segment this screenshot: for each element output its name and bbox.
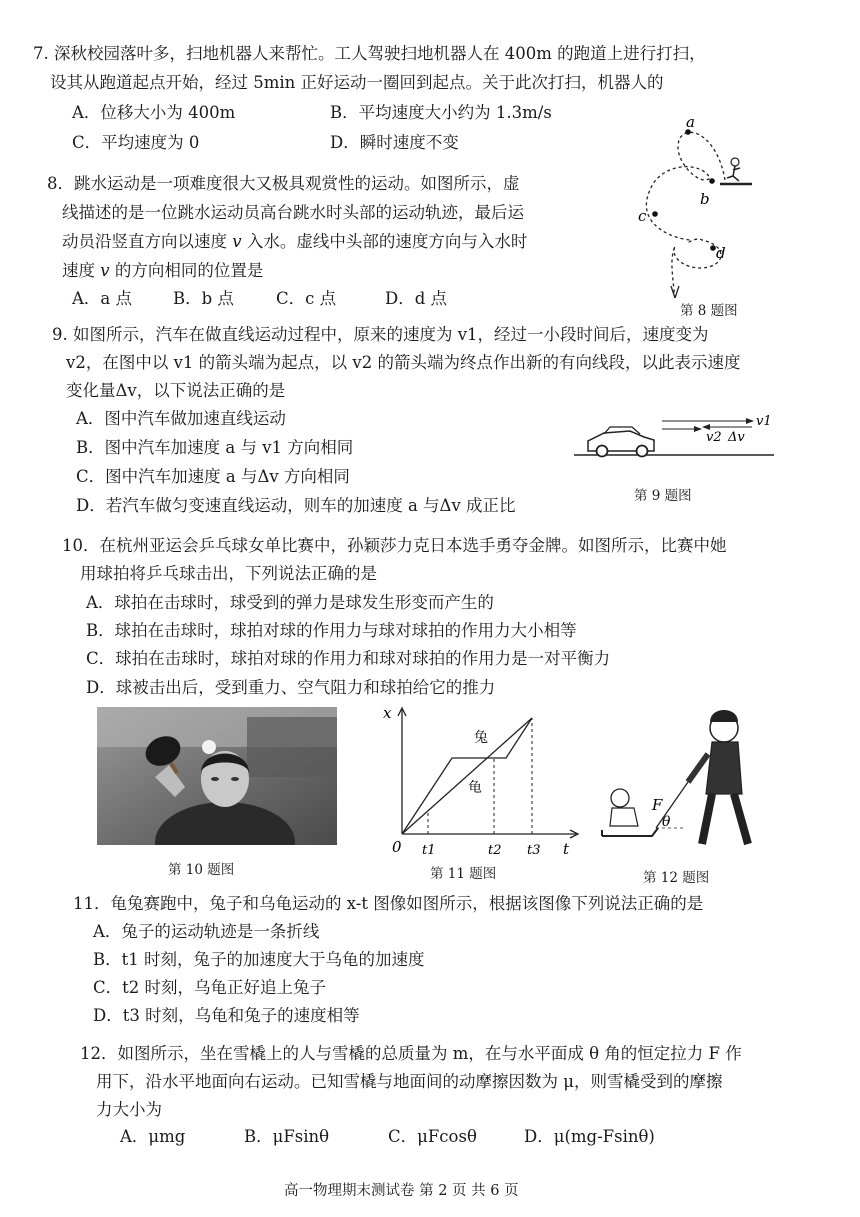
q11-xt-graph	[380, 700, 590, 860]
q11-rabbit-label: 兔	[474, 730, 488, 746]
q9-option-d: D．若汽车做匀变速直线运动，则车的加速度 a 与Δv 成正比	[76, 496, 516, 515]
q10-option-d: D．球被击出后，受到重力、空气阻力和球拍给它的推力	[86, 678, 496, 697]
q9-option-b: B．图中汽车加速度 a 与 v1 方向相同	[76, 438, 354, 457]
q8-figure-caption: 第 8 题图	[680, 303, 738, 319]
q11-tick-t1: t1	[422, 843, 436, 858]
q9-option-c: C．图中汽车加速度 a 与Δv 方向相同	[76, 467, 350, 486]
q11-tick-t2: t2	[488, 843, 502, 858]
q11-origin-label: 0	[392, 838, 402, 856]
q9-figure-caption: 第 9 题图	[634, 488, 692, 504]
q11-option-a: A．兔子的运动轨迹是一条折线	[93, 922, 320, 941]
q9-stem-line1: 9. 如图所示，汽车在做直线运动过程中，原来的速度为 v1，经过一小段时间后，速度变为	[52, 325, 709, 344]
q8-label-b: b	[700, 190, 710, 208]
q11-turtle-label: 龟	[468, 780, 482, 796]
q11-option-c: C．t2 时刻，乌龟正好追上兔子	[93, 978, 326, 997]
q11-turtle-line	[402, 718, 532, 834]
q12-option-c: C．μFcosθ	[388, 1127, 477, 1146]
q11-figure-caption: 第 11 题图	[430, 866, 497, 882]
q8-diver-trajectory-figure	[630, 118, 770, 298]
q12-label-theta: θ	[662, 814, 671, 830]
q7-option-b: B．平均速度大小约为 1.3m/s	[330, 103, 552, 122]
q9-stem-line2: v2，在图中以 v1 的箭头端为起点，以 v2 的箭头端为终点作出新的有向线段，以此表示速度	[66, 353, 741, 372]
q12-option-b: B．μFsinθ	[244, 1127, 330, 1146]
q12-stem-line1: 12．如图所示，坐在雪橇上的人与雪橇的总质量为 m，在与水平面成 θ 角的恒定拉力 F 作	[80, 1044, 742, 1063]
q9-stem-line3: 变化量Δv，以下说法正确的是	[66, 381, 286, 400]
q12-figure-caption: 第 12 题图	[643, 870, 710, 886]
q9-option-a: A．图中汽车做加速直线运动	[76, 409, 286, 428]
q8-stem-line2: 线描述的是一位跳水运动员高台跳水时头部的运动轨迹，最后运	[62, 203, 524, 222]
q9-label-v1: v1	[756, 414, 772, 429]
q9-label-v2: v2	[706, 430, 722, 445]
q8-option-b: B．b 点	[173, 289, 234, 308]
q11-option-d: D．t3 时刻，乌龟和兔子的速度相等	[93, 1006, 360, 1025]
q8-stem-line4: 速度 v 的方向相同的位置是	[62, 261, 264, 280]
q8-stem-line1: 8．跳水运动是一项难度很大又极具观赏性的运动。如图所示，虚	[47, 174, 520, 193]
q8-label-d: d	[716, 244, 726, 262]
q12-sled-figure	[596, 704, 776, 854]
q11-option-b: B．t1 时刻，兔子的加速度大于乌龟的加速度	[93, 950, 425, 969]
q11-axis-x-label: x	[383, 704, 392, 722]
q11-tick-t3: t3	[527, 843, 541, 858]
q12-label-F: F	[652, 796, 663, 814]
q10-figure-caption: 第 10 题图	[168, 862, 235, 878]
q7-stem-line1: 7. 深秋校园落叶多，扫地机器人来帮忙。工人驾驶扫地机器人在 400m 的跑道上进行打扫，	[33, 44, 706, 63]
q8-stem-line3: 动员沿竖直方向以速度 v 入水。虚线中头部的速度方向与入水时	[62, 232, 528, 251]
q10-option-c: C．球拍在击球时，球拍对球的作用力和球对球拍的作用力是一对平衡力	[86, 649, 611, 668]
q10-stem-line1: 10．在杭州亚运会乒乓球女单比赛中，孙颖莎力克日本选手勇夺金牌。如图所示，比赛中她	[62, 536, 727, 555]
q7-option-a: A．位移大小为 400m	[72, 103, 236, 122]
q10-table-tennis-photo	[97, 707, 337, 845]
q9-label-dv: Δv	[728, 430, 745, 445]
q8-option-d: D．d 点	[385, 289, 448, 308]
page-footer: 高一物理期末测试卷 第 2 页 共 6 页	[284, 1183, 519, 1199]
q8-option-c: C．c 点	[276, 289, 337, 308]
q12-option-d: D．μ(mg-Fsinθ)	[524, 1127, 655, 1146]
q11-axis-t-label: t	[563, 840, 570, 858]
q12-stem-line3: 力大小为	[96, 1100, 162, 1119]
q10-option-b: B．球拍在击球时，球拍对球的作用力与球对球拍的作用力大小相等	[86, 621, 577, 640]
q9-car-velocity-figure	[574, 405, 784, 465]
q8-label-a: a	[686, 118, 695, 131]
q7-option-c: C．平均速度为 0	[72, 133, 200, 152]
q10-option-a: A．球拍在击球时，球受到的弹力是球发生形变而产生的	[86, 593, 494, 612]
q12-stem-line2: 用下，沿水平地面向右运动。已知雪橇与地面间的动摩擦因数为 μ，则雪橇受到的摩擦	[96, 1072, 723, 1091]
q11-stem-line1: 11．龟兔赛跑中，兔子和乌龟运动的 x-t 图像如图所示，根据该图像下列说法正确的是	[73, 894, 704, 913]
q7-stem-line2: 设其从跑道起点开始，经过 5min 正好运动一圈回到起点。关于此次打扫，机器人的	[50, 73, 664, 92]
q8-option-a: A．a 点	[72, 289, 132, 308]
q10-stem-line2: 用球拍将乒乓球击出，下列说法正确的是	[80, 564, 377, 583]
q7-option-d: D．瞬时速度不变	[330, 133, 459, 152]
q8-label-c: c	[638, 207, 647, 225]
q12-option-a: A．μmg	[120, 1127, 186, 1146]
